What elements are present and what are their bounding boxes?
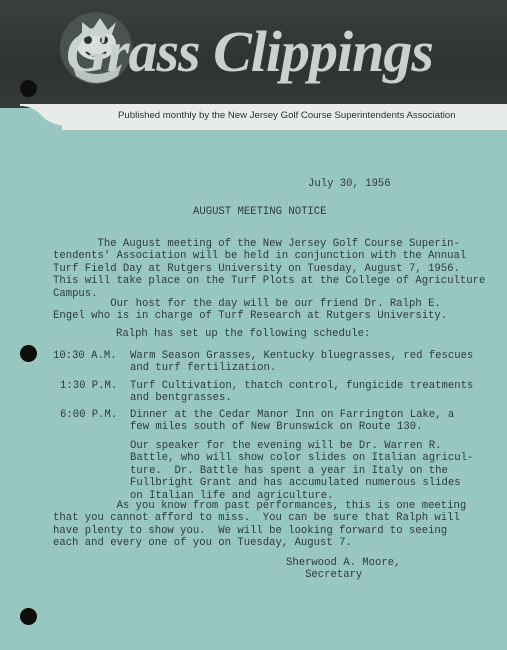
paragraph-closing: As you know from past performances, this is one meeting that you cannot afford to miss. You can be sure that Ralph will have plenty to show you. We will be looking forward to seeing each and every one of you on Tuesday, August 7. (53, 500, 467, 550)
binder-hole-top (20, 80, 37, 97)
schedule-description: Warm Season Grasses, Kentucky bluegrasses, red fescues and turf fertilization. (130, 350, 474, 375)
masthead-subtitle: Published monthly by the New Jersey Golf Course Superintendents Association (118, 110, 456, 121)
schedule-description: Turf Cultivation, thatch control, fungicide treatments and bentgrasses. (130, 380, 474, 405)
paragraph-meeting: The August meeting of the New Jersey Golf Course Superin- tendents' Association will be held in conjunction with the Annual Turf Field Day at Rutgers University on Tuesday, August 7, 1956. This will take place on the Turf Plots at the College of Agriculture Campus. (53, 238, 486, 300)
letter-heading: AUGUST MEETING NOTICE (193, 206, 327, 218)
masthead-title: Grass Clippings (66, 19, 433, 84)
paragraph-host: Our host for the day will be our friend Dr. Ralph E. Engel who is in charge of Turf Research at Rutgers University. (53, 298, 448, 323)
letter-date: July 30, 1956 (308, 178, 391, 190)
paragraph-speaker: Our speaker for the evening will be Dr. Warren R. Battle, who will show color slides on Italian agricul- ture. Dr. Battle has spent a year in Italy on the Fullbright Grant and has accumulated numerous slides on Italian life and agriculture. (130, 440, 474, 502)
binder-hole-middle (20, 345, 37, 362)
binder-hole-bottom (20, 608, 37, 625)
signature: Sherwood A. Moore, Secretary (286, 557, 401, 582)
paragraph-schedule-intro: Ralph has set up the following schedule: (116, 328, 371, 340)
schedule-description: Dinner at the Cedar Manor Inn on Farrington Lake, a few miles south of New Brunswick on Route 130. (130, 409, 455, 434)
schedule-time: 6:00 P.M. (60, 409, 118, 421)
schedule-time: 10:30 A.M. (53, 350, 117, 362)
masthead (0, 0, 507, 121)
schedule-time: 1:30 P.M. (60, 380, 118, 392)
